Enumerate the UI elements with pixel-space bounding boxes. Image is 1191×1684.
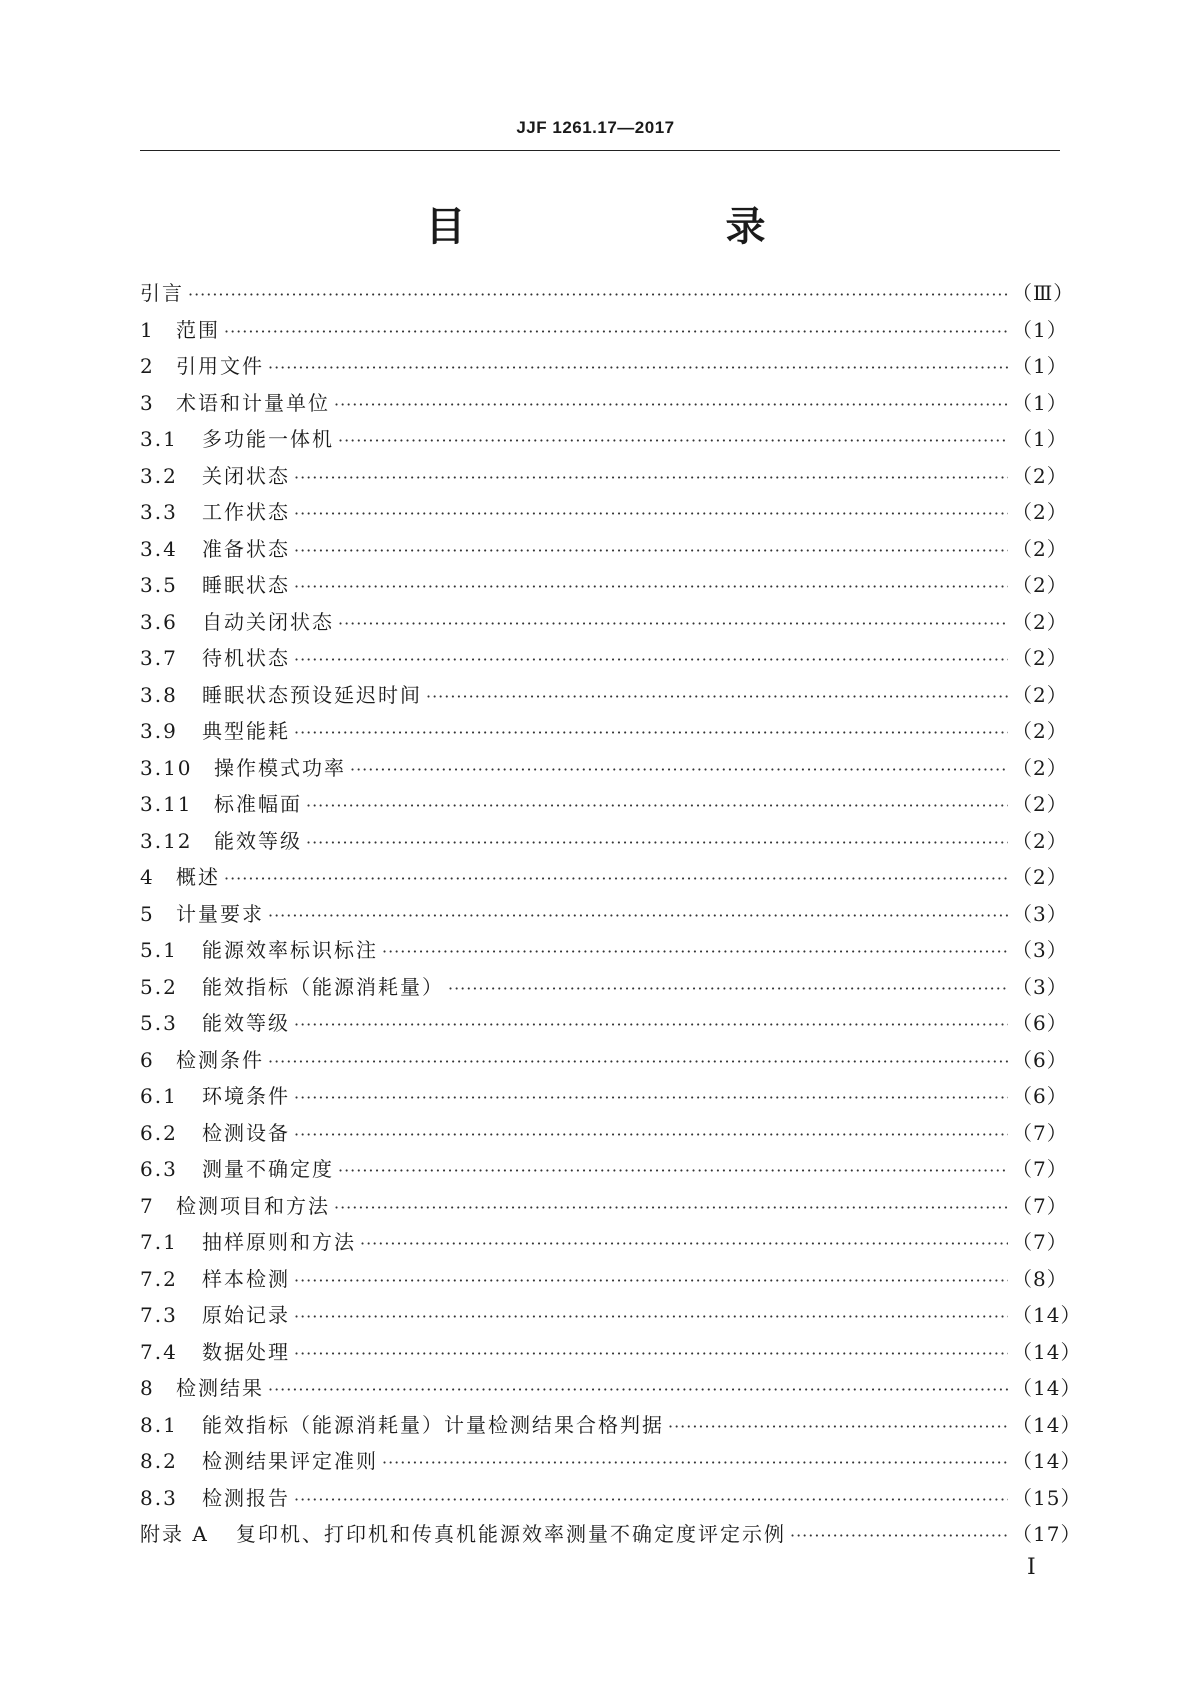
toc-entry-page: （6） — [1012, 1047, 1068, 1072]
toc-entry-number: 8 — [140, 1376, 155, 1400]
toc-entry-page: （2） — [1012, 646, 1068, 670]
toc-entry-number: 5.2 — [140, 974, 178, 999]
toc-entry-page: （7） — [1012, 1120, 1068, 1145]
toc-entry-page: （7） — [1012, 1230, 1068, 1254]
dot-leader — [668, 1417, 1008, 1436]
dot-leader — [294, 723, 1008, 742]
toc-entry-label: 引言 — [140, 281, 184, 305]
dot-leader — [306, 833, 1008, 852]
toc-entry[interactable] — [140, 1226, 1068, 1263]
toc-entry[interactable] — [140, 496, 1068, 533]
toc-entry-page: （2） — [1012, 828, 1068, 853]
toc-entry-number: 8.2 — [140, 1449, 178, 1473]
toc-entry-number: 3.10 — [140, 755, 193, 780]
toc-entry[interactable] — [140, 460, 1068, 497]
dot-leader — [294, 1271, 1008, 1290]
dot-leader — [334, 395, 1008, 414]
toc-entry-label: 检测结果评定准则 — [202, 1449, 378, 1473]
toc-entry-number: 3.12 — [140, 828, 193, 853]
toc-entry-label: 范围 — [176, 317, 220, 342]
dot-leader — [294, 1088, 1008, 1107]
toc-entry-number: 3.6 — [140, 609, 178, 634]
toc-entry-number: 8.3 — [140, 1485, 178, 1510]
toc-entry-label: 标准幅面 — [214, 792, 302, 816]
toc-entry[interactable] — [140, 1080, 1068, 1117]
toc-entry-number: 2 — [140, 354, 155, 378]
toc-entry-label: 能效等级 — [214, 828, 302, 853]
toc-entry-page: （2） — [1012, 682, 1068, 707]
toc-entry[interactable] — [140, 350, 1068, 387]
dot-leader — [360, 1234, 1008, 1253]
toc-entry-page: （6） — [1012, 1011, 1068, 1035]
toc-entry-number: 7.3 — [140, 1303, 178, 1327]
toc-entry-page: （2） — [1012, 792, 1068, 816]
dot-leader — [338, 431, 1008, 450]
toc-entry[interactable] — [140, 606, 1068, 643]
toc-entry[interactable] — [140, 1482, 1082, 1519]
toc-entry-label: 睡眠状态预设延迟时间 — [202, 682, 422, 707]
dot-leader — [294, 1015, 1008, 1034]
dot-leader — [224, 869, 1008, 888]
toc-entry-label: 检测结果 — [176, 1376, 264, 1400]
toc-entry[interactable] — [140, 1044, 1068, 1081]
toc-entry[interactable] — [140, 1372, 1082, 1409]
toc-entry-page: （17） — [1012, 1522, 1082, 1546]
dot-leader — [294, 541, 1008, 560]
dot-leader — [294, 1307, 1008, 1326]
toc-entry[interactable] — [140, 1336, 1082, 1373]
toc-entry[interactable] — [140, 533, 1068, 570]
toc-entry[interactable] — [140, 1409, 1082, 1446]
toc-entry-page: （1） — [1012, 317, 1068, 342]
toc-entry-page: （8） — [1012, 1266, 1068, 1291]
toc-entry-label: 原始记录 — [202, 1303, 290, 1327]
page-title: 目 录 — [425, 204, 826, 250]
toc-entry-number: 3.4 — [140, 536, 178, 561]
toc-entry-page: （2） — [1012, 755, 1068, 780]
toc-entry[interactable] — [140, 1007, 1068, 1044]
toc-entry-number: 7.4 — [140, 1339, 178, 1364]
toc-entry-number: 7 — [140, 1193, 155, 1218]
toc-entry[interactable] — [140, 569, 1068, 606]
toc-entry[interactable] — [140, 1117, 1068, 1154]
dot-leader — [294, 577, 1008, 596]
toc-entry[interactable] — [140, 934, 1068, 971]
page-number: I — [1027, 1555, 1036, 1580]
toc-entry-label: 计量要求 — [176, 901, 264, 926]
table-of-contents — [140, 277, 1082, 1555]
toc-entry-page: （2） — [1012, 500, 1068, 524]
toc-entry-page: （6） — [1012, 1084, 1068, 1108]
toc-entry-page: （2） — [1012, 536, 1068, 561]
toc-entry-label: 能效等级 — [202, 1011, 290, 1035]
toc-entry-page: （14） — [1012, 1412, 1082, 1437]
toc-entry[interactable] — [140, 752, 1068, 789]
dot-leader — [294, 1490, 1008, 1509]
toc-entry-number: 5.3 — [140, 1011, 178, 1035]
toc-entry[interactable] — [140, 715, 1068, 752]
dot-leader — [294, 504, 1008, 523]
toc-entry-number: 6 — [140, 1047, 155, 1072]
dot-leader — [294, 650, 1008, 669]
toc-entry[interactable] — [140, 1299, 1082, 1336]
dot-leader — [334, 1198, 1008, 1217]
toc-entry-label: 待机状态 — [202, 646, 290, 670]
toc-entry-label: 检测报告 — [202, 1485, 290, 1510]
toc-entry-page: （Ⅲ） — [1012, 281, 1075, 305]
toc-entry-number: 3.2 — [140, 463, 178, 488]
toc-entry-number: 4 — [140, 865, 155, 889]
toc-entry-page: （1） — [1012, 427, 1068, 451]
toc-entry[interactable] — [140, 642, 1068, 679]
toc-entry-number: 3.3 — [140, 500, 178, 524]
toc-entry-page: （2） — [1012, 609, 1068, 634]
toc-entry-number: 6.1 — [140, 1084, 178, 1108]
toc-entry-label: 环境条件 — [202, 1084, 290, 1108]
toc-entry-label: 多功能一体机 — [202, 427, 334, 451]
dot-leader — [224, 322, 1008, 341]
toc-entry-page: （7） — [1012, 1157, 1068, 1181]
toc-entry-number: 附录 A — [140, 1522, 209, 1546]
toc-entry[interactable] — [140, 1190, 1068, 1227]
header-divider — [140, 150, 1060, 151]
toc-entry-number: 3.11 — [140, 792, 193, 816]
dot-leader — [426, 687, 1008, 706]
toc-entry-label: 复印机、打印机和传真机能源效率测量不确定度评定示例 — [236, 1522, 786, 1546]
toc-entry-page: （14） — [1012, 1449, 1082, 1473]
toc-entry[interactable] — [140, 971, 1068, 1008]
toc-entry-page: （14） — [1012, 1376, 1082, 1400]
toc-entry[interactable] — [140, 387, 1068, 424]
toc-entry[interactable] — [140, 1445, 1082, 1482]
toc-entry-label: 典型能耗 — [202, 719, 290, 743]
dot-leader — [790, 1526, 1008, 1545]
toc-entry-number: 6.3 — [140, 1157, 178, 1181]
toc-entry-label: 术语和计量单位 — [176, 390, 330, 415]
standard-code-header: JJF 1261.17—2017 — [516, 118, 675, 137]
toc-entry[interactable] — [140, 1153, 1068, 1190]
toc-entry[interactable] — [140, 277, 1075, 314]
toc-entry-number: 7.2 — [140, 1266, 178, 1291]
dot-leader — [294, 1344, 1008, 1363]
toc-entry-label: 检测条件 — [176, 1047, 264, 1072]
toc-entry-label: 抽样原则和方法 — [202, 1230, 356, 1254]
toc-entry[interactable] — [140, 788, 1068, 825]
toc-entry-label: 关闭状态 — [202, 463, 290, 488]
toc-entry-label: 测量不确定度 — [202, 1157, 334, 1181]
toc-entry[interactable] — [140, 825, 1068, 862]
toc-entry-page: （2） — [1012, 719, 1068, 743]
toc-entry[interactable] — [140, 423, 1068, 460]
toc-entry-page: （2） — [1012, 865, 1068, 889]
toc-entry-page: （3） — [1012, 938, 1068, 962]
toc-entry-page: （3） — [1012, 901, 1068, 926]
toc-entry-page: （2） — [1012, 463, 1068, 488]
toc-entry-page: （15） — [1012, 1485, 1082, 1510]
toc-entry[interactable] — [140, 314, 1068, 351]
toc-entry-number: 3.8 — [140, 682, 178, 707]
toc-entry-label: 自动关闭状态 — [202, 609, 334, 634]
toc-entry-page: （14） — [1012, 1303, 1082, 1327]
toc-entry-label: 操作模式功率 — [214, 755, 346, 780]
dot-leader — [294, 1125, 1008, 1144]
toc-entry-number: 3.5 — [140, 573, 178, 597]
dot-leader — [268, 358, 1008, 377]
toc-entry-number: 5 — [140, 901, 155, 926]
toc-entry-page: （1） — [1012, 390, 1068, 415]
toc-entry-label: 工作状态 — [202, 500, 290, 524]
toc-entry-label: 引用文件 — [176, 354, 264, 378]
dot-leader — [350, 760, 1008, 779]
toc-entry-page: （14） — [1012, 1339, 1082, 1364]
toc-entry-number: 7.1 — [140, 1230, 178, 1254]
toc-entry-label: 能效指标（能源消耗量） — [202, 974, 444, 999]
toc-entry-label: 数据处理 — [202, 1339, 290, 1364]
toc-entry-label: 睡眠状态 — [202, 573, 290, 597]
dot-leader — [306, 796, 1008, 815]
dot-leader — [268, 1380, 1008, 1399]
toc-entry-label: 准备状态 — [202, 536, 290, 561]
dot-leader — [448, 979, 1008, 998]
toc-entry-label: 样本检测 — [202, 1266, 290, 1291]
toc-entry-page: （1） — [1012, 354, 1068, 378]
toc-entry-number: 6.2 — [140, 1120, 178, 1145]
toc-entry-page: （3） — [1012, 974, 1068, 999]
toc-entry[interactable] — [140, 898, 1068, 935]
toc-entry[interactable] — [140, 861, 1068, 898]
toc-entry-label: 能源效率标识标注 — [202, 938, 378, 962]
toc-entry-page: （2） — [1012, 573, 1068, 597]
toc-entry[interactable] — [140, 679, 1068, 716]
dot-leader — [268, 1052, 1008, 1071]
toc-entry[interactable] — [140, 1518, 1082, 1555]
dot-leader — [338, 614, 1008, 633]
dot-leader — [382, 942, 1008, 961]
dot-leader — [188, 285, 1008, 304]
dot-leader — [268, 906, 1008, 925]
toc-entry-label: 概述 — [176, 865, 220, 889]
toc-entry-number: 8.1 — [140, 1412, 178, 1437]
toc-entry-number: 5.1 — [140, 938, 178, 962]
toc-entry-number: 3.9 — [140, 719, 178, 743]
toc-entry-label: 能效指标（能源消耗量）计量检测结果合格判据 — [202, 1412, 664, 1437]
toc-entry-number: 3.7 — [140, 646, 178, 670]
toc-entry[interactable] — [140, 1263, 1068, 1300]
toc-entry-number: 3 — [140, 390, 155, 415]
toc-entry-number: 3.1 — [140, 427, 178, 451]
dot-leader — [338, 1161, 1008, 1180]
toc-entry-label: 检测项目和方法 — [176, 1193, 330, 1218]
toc-entry-number: 1 — [140, 317, 155, 342]
dot-leader — [382, 1453, 1008, 1472]
toc-entry-page: （7） — [1012, 1193, 1068, 1218]
toc-entry-label: 检测设备 — [202, 1120, 290, 1145]
dot-leader — [294, 468, 1008, 487]
